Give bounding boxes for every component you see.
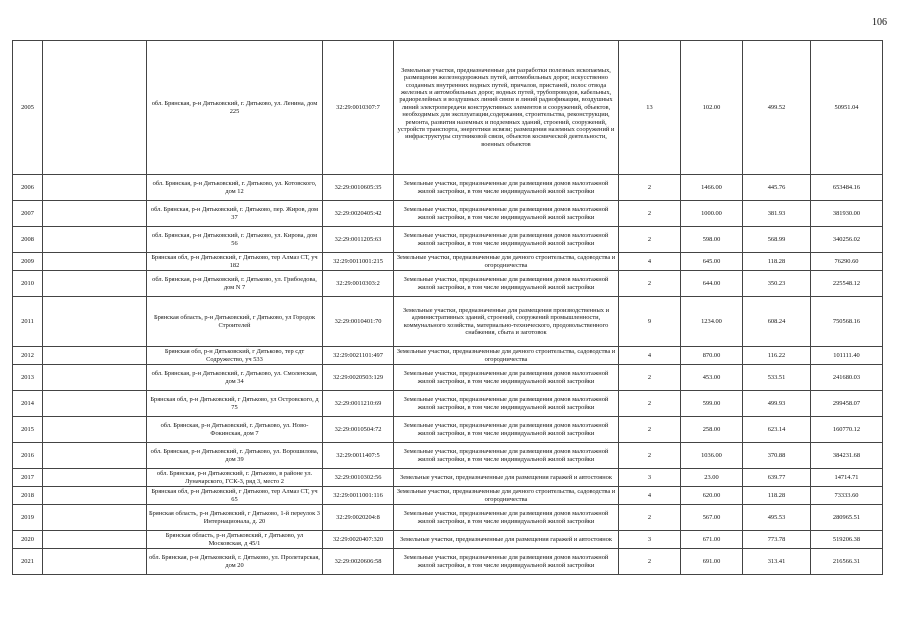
cell-cadastral-number: 32:29:0011001:116	[323, 487, 394, 505]
table-row	[13, 297, 883, 347]
cell-empty	[43, 531, 147, 549]
cell-empty	[43, 469, 147, 487]
cell-cadastral-number: 32:29:0010401:70	[323, 297, 394, 347]
cell-address: обл. Брянская, р-н Дятьковский, г. Дятьково, ул. Кирова, дом 56	[147, 227, 323, 253]
cell-permitted-use: Земельные участки, предназначенные для размещения домов малоэтажной жилой застройки, в том числе индивидуальной жилой застройки	[394, 201, 619, 227]
cell-row-number: 2011	[13, 297, 43, 347]
table-row	[13, 347, 883, 365]
cell-area: 620.00	[681, 487, 743, 505]
cell-area: 1234.00	[681, 297, 743, 347]
cell-area: 691.00	[681, 549, 743, 575]
cell-use-code: 2	[619, 175, 681, 201]
cell-specific-value: 350.23	[743, 271, 811, 297]
cell-specific-value: 608.24	[743, 297, 811, 347]
cell-specific-value: 623.14	[743, 417, 811, 443]
table-row	[13, 41, 883, 175]
cell-empty	[43, 347, 147, 365]
cell-row-number: 2017	[13, 469, 43, 487]
cell-use-code: 3	[619, 531, 681, 549]
cell-permitted-use: Земельные участки, предназначенные для размещения домов малоэтажной жилой застройки, в том числе индивидуальной жилой застройки	[394, 549, 619, 575]
cell-row-number: 2007	[13, 201, 43, 227]
cell-row-number: 2012	[13, 347, 43, 365]
cell-use-code: 2	[619, 505, 681, 531]
cell-address: обл. Брянская, р-н Дятьковский, г. Дятьково, ул. Ворошилова, дом 39	[147, 443, 323, 469]
cell-use-code: 2	[619, 549, 681, 575]
cell-permitted-use: Земельные участки, предназначенные для размещения домов малоэтажной жилой застройки, в том числе индивидуальной жилой застройки	[394, 505, 619, 531]
table-row	[13, 505, 883, 531]
cell-area: 645.00	[681, 253, 743, 271]
table-row	[13, 253, 883, 271]
cell-area: 1036.00	[681, 443, 743, 469]
cell-cadastral-value: 299458.07	[811, 391, 883, 417]
cell-address: Брянская обл, р-н Дятьковский, г Дятьково, тер Алмаз СТ, уч 65	[147, 487, 323, 505]
cell-cadastral-value: 653484.16	[811, 175, 883, 201]
cell-cadastral-number: 32:29:0020204:8	[323, 505, 394, 531]
cell-cadastral-number: 32:29:0010303:2	[323, 271, 394, 297]
cell-empty	[43, 391, 147, 417]
cell-address: обл. Брянская, р-н Дятьковский, г. Дятьково, ул. Смоленская, дом 34	[147, 365, 323, 391]
cell-empty	[43, 505, 147, 531]
cell-empty	[43, 549, 147, 575]
cell-specific-value: 568.99	[743, 227, 811, 253]
cell-address: Брянская область, р-н Дятьковский, г Дятьково, 1-й переулок 3 Интернационала, д. 20	[147, 505, 323, 531]
cell-specific-value: 116.22	[743, 347, 811, 365]
cell-permitted-use: Земельные участки, предназначенные для размещения домов малоэтажной жилой застройки, в том числе индивидуальной жилой застройки	[394, 227, 619, 253]
cell-row-number: 2009	[13, 253, 43, 271]
cell-specific-value: 370.88	[743, 443, 811, 469]
cell-cadastral-number: 32:29:0010605:35	[323, 175, 394, 201]
cell-specific-value: 313.41	[743, 549, 811, 575]
cell-area: 1000.00	[681, 201, 743, 227]
cell-area: 671.00	[681, 531, 743, 549]
cell-cadastral-number: 32:29:0021101:497	[323, 347, 394, 365]
cell-use-code: 2	[619, 271, 681, 297]
cell-permitted-use: Земельные участки, предназначенные для размещения гаражей и автостоянок	[394, 531, 619, 549]
table-row	[13, 417, 883, 443]
cell-cadastral-value: 241680.03	[811, 365, 883, 391]
cell-cadastral-number: 32:29:0020405:42	[323, 201, 394, 227]
cell-row-number: 2016	[13, 443, 43, 469]
cell-use-code: 2	[619, 391, 681, 417]
cell-area: 453.00	[681, 365, 743, 391]
cell-address: обл. Брянская, р-н Дятьковский, г. Дятьково, пер. Жиров, дом 37	[147, 201, 323, 227]
cell-specific-value: 381.93	[743, 201, 811, 227]
cell-cadastral-value: 101111.40	[811, 347, 883, 365]
cell-permitted-use: Земельные участки, предназначенные для дачного строительства, садоводства и огородничества	[394, 347, 619, 365]
cell-specific-value: 118.28	[743, 253, 811, 271]
table-row	[13, 365, 883, 391]
cell-cadastral-number: 32:29:0011001:215	[323, 253, 394, 271]
cell-use-code: 9	[619, 297, 681, 347]
cell-area: 1466.00	[681, 175, 743, 201]
cell-permitted-use: Земельные участки, предназначенные для размещения домов малоэтажной жилой застройки, в том числе индивидуальной жилой застройки	[394, 443, 619, 469]
cell-empty	[43, 271, 147, 297]
table-row	[13, 175, 883, 201]
cell-cadastral-value: 50951.04	[811, 41, 883, 175]
cell-address: обл. Брянская, р-н Дятьковский, г. Дятьково, ул. Котовского, дом 12	[147, 175, 323, 201]
cell-row-number: 2015	[13, 417, 43, 443]
table-row	[13, 531, 883, 549]
cell-specific-value: 499.52	[743, 41, 811, 175]
table-row	[13, 391, 883, 417]
cell-cadastral-number: 32:29:0011210:69	[323, 391, 394, 417]
cell-use-code: 13	[619, 41, 681, 175]
cell-empty	[43, 297, 147, 347]
cell-cadastral-value: 384231.68	[811, 443, 883, 469]
cell-use-code: 2	[619, 443, 681, 469]
cell-area: 598.00	[681, 227, 743, 253]
land-plot-table	[12, 40, 883, 575]
cell-permitted-use: Земельные участки, предназначенные для размещения домов малоэтажной жилой застройки, в том числе индивидуальной жилой застройки	[394, 175, 619, 201]
cell-empty	[43, 201, 147, 227]
cell-permitted-use: Земельные участки, предназначенные для дачного строительства, садоводства и огородничества	[394, 487, 619, 505]
cell-row-number: 2018	[13, 487, 43, 505]
cell-cadastral-value: 76290.60	[811, 253, 883, 271]
cell-use-code: 4	[619, 347, 681, 365]
table-row	[13, 201, 883, 227]
table-row	[13, 227, 883, 253]
cell-area: 258.00	[681, 417, 743, 443]
cell-area: 870.00	[681, 347, 743, 365]
cell-use-code: 2	[619, 227, 681, 253]
cell-cadastral-value: 340256.02	[811, 227, 883, 253]
cell-row-number: 2020	[13, 531, 43, 549]
cell-cadastral-value: 225548.12	[811, 271, 883, 297]
cell-cadastral-value: 750568.16	[811, 297, 883, 347]
cell-permitted-use: Земельные участки, предназначенные для размещения гаражей и автостоянок	[394, 469, 619, 487]
cell-cadastral-value: 73333.60	[811, 487, 883, 505]
cell-cadastral-number: 32:29:0020503:129	[323, 365, 394, 391]
cell-empty	[43, 227, 147, 253]
cell-row-number: 2006	[13, 175, 43, 201]
cell-empty	[43, 253, 147, 271]
table-row	[13, 549, 883, 575]
cell-specific-value: 773.78	[743, 531, 811, 549]
cell-cadastral-number: 32:29:0020606:58	[323, 549, 394, 575]
cell-area: 599.00	[681, 391, 743, 417]
cell-area: 567.00	[681, 505, 743, 531]
cell-use-code: 3	[619, 469, 681, 487]
cell-cadastral-value: 216566.31	[811, 549, 883, 575]
cell-permitted-use: Земельные участки, предназначенные для разработки полезных ископаемых, размещения железнодорожных путей, автомобильных дорог, искусственно созданных внутренних водных путей, причалов, пристаней, полос отвода железных и автомобильных дорог, водных путей, трубопроводов, кабельных, радиорелейных и воздушных линий связи и линий радиофикации, воздушных линий электропередачи конструктивных элементов и сооружений, объектов, необходимых для эксплуатации,содержания, строительства, реконструкции, ремонта, развития наземных и подземных зданий, строений, сооружений, устройств транспорта, энергетики исвязи; размещения наземных сооружений и инфраструктуры спутниковой связи, объектов космической деятельности, военных объектов	[394, 41, 619, 175]
cell-cadastral-number: 32:29:0011407:5	[323, 443, 394, 469]
cell-permitted-use: Земельные участки, предназначенные для размещения домов малоэтажной жилой застройки, в том числе индивидуальной жилой застройки	[394, 417, 619, 443]
table-row	[13, 469, 883, 487]
table-row	[13, 271, 883, 297]
cell-cadastral-number: 32:29:0010504:72	[323, 417, 394, 443]
cell-use-code: 4	[619, 487, 681, 505]
cell-row-number: 2008	[13, 227, 43, 253]
cell-permitted-use: Земельные участки, предназначенные для размещения домов малоэтажной жилой застройки, в том числе индивидуальной жилой застройки	[394, 271, 619, 297]
cell-use-code: 2	[619, 417, 681, 443]
cell-specific-value: 639.77	[743, 469, 811, 487]
cell-empty	[43, 417, 147, 443]
cell-address: Брянская область, р-н Дятьковский, г Дятьково, ул Городок Строителей	[147, 297, 323, 347]
cell-address: обл. Брянская, р-н Дятьковский, г. Дятьково, ул. Ново-Фокинская, дом 7	[147, 417, 323, 443]
cell-cadastral-value: 519206.38	[811, 531, 883, 549]
cell-row-number: 2021	[13, 549, 43, 575]
cell-row-number: 2005	[13, 41, 43, 175]
table-row	[13, 487, 883, 505]
cell-cadastral-value: 280965.51	[811, 505, 883, 531]
cell-address: Брянская обл, р-н Дятьковский, г Дятьково, тер сдт Содружество, уч 533	[147, 347, 323, 365]
cell-specific-value: 445.76	[743, 175, 811, 201]
page-number: 106	[872, 17, 887, 28]
cell-specific-value: 495.53	[743, 505, 811, 531]
cell-use-code: 2	[619, 201, 681, 227]
cell-address: обл. Брянская, р-н Дятьковский, г. Дятьково, ул. Ленина, дом 225	[147, 41, 323, 175]
cell-row-number: 2019	[13, 505, 43, 531]
cell-specific-value: 533.51	[743, 365, 811, 391]
cell-row-number: 2010	[13, 271, 43, 297]
cell-use-code: 4	[619, 253, 681, 271]
cell-address: Брянская обл, р-н Дятьковский, г Дятьково, тер Алмаз СТ, уч 182	[147, 253, 323, 271]
cell-cadastral-number: 32:29:0020407:320	[323, 531, 394, 549]
cell-address: обл. Брянская, р-н Дятьковский, г. Дятьково, ул. Грибоедова, дом N 7	[147, 271, 323, 297]
cell-cadastral-value: 14714.71	[811, 469, 883, 487]
cell-permitted-use: Земельные участки, предназначенные для размещения производственных и административных зданий, строений, сооружений промышленности, коммунального хозяйства, материально-технического, продовольственного снабжения, сбыта и заготовок	[394, 297, 619, 347]
cell-cadastral-value: 160770.12	[811, 417, 883, 443]
cell-address: обл. Брянская, р-н Дятьковский, г. Дятьково, в районе ул. Луначарского, ГСК-3, ряд 3, место 2	[147, 469, 323, 487]
cell-cadastral-number: 32:29:0010307:7	[323, 41, 394, 175]
cell-permitted-use: Земельные участки, предназначенные для дачного строительства, садоводства и огородничества	[394, 253, 619, 271]
cell-specific-value: 118.28	[743, 487, 811, 505]
cell-address: Брянская область, р-н Дятьковский, г Дятьково, ул Московская, д 45/1	[147, 531, 323, 549]
table-body	[13, 41, 883, 575]
cell-row-number: 2013	[13, 365, 43, 391]
cell-permitted-use: Земельные участки, предназначенные для размещения домов малоэтажной жилой застройки, в том числе индивидуальной жилой застройки	[394, 391, 619, 417]
cell-area: 102.00	[681, 41, 743, 175]
cell-cadastral-number: 32:29:0010302:56	[323, 469, 394, 487]
cell-empty	[43, 175, 147, 201]
cell-cadastral-number: 32:29:0011205:63	[323, 227, 394, 253]
cell-address: обл. Брянская, р-н Дятьковский, г. Дятьково, ул. Пролетарская, дом 20	[147, 549, 323, 575]
cell-empty	[43, 487, 147, 505]
cell-area: 23.00	[681, 469, 743, 487]
cell-row-number: 2014	[13, 391, 43, 417]
table-row	[13, 443, 883, 469]
cell-area: 644.00	[681, 271, 743, 297]
cell-empty	[43, 365, 147, 391]
cell-empty	[43, 41, 147, 175]
cell-permitted-use: Земельные участки, предназначенные для размещения домов малоэтажной жилой застройки, в том числе индивидуальной жилой застройки	[394, 365, 619, 391]
cell-address: Брянская обл, р-н Дятьковский, г Дятьково, ул Островского, д 75	[147, 391, 323, 417]
cell-cadastral-value: 381930.00	[811, 201, 883, 227]
cell-specific-value: 499.93	[743, 391, 811, 417]
cell-empty	[43, 443, 147, 469]
cell-use-code: 2	[619, 365, 681, 391]
